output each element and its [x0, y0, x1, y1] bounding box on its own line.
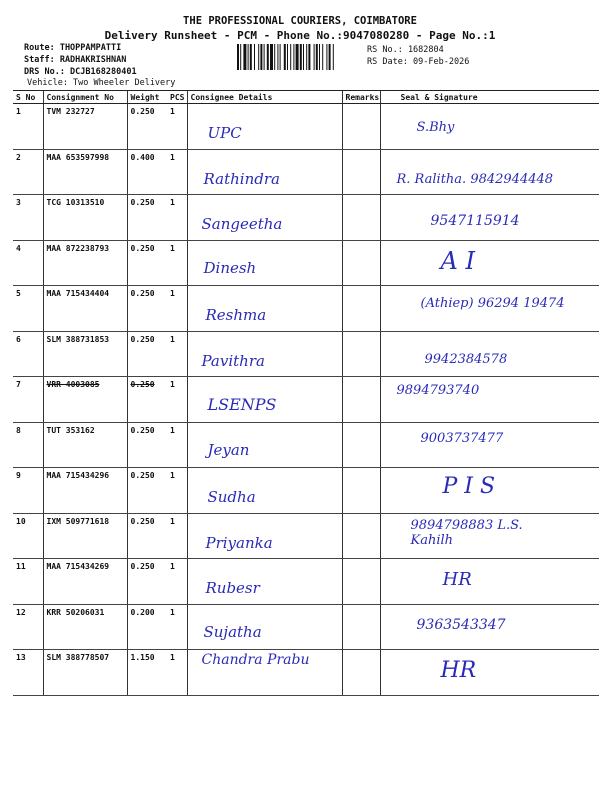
runsheet-title: Delivery Runsheet - PCM - Phone No.:9047080280 - Page No.:1	[104, 29, 496, 42]
row-consignment-no: MAA 715434296	[43, 468, 127, 514]
row-consignment-no: MAA 715434269	[43, 559, 127, 605]
row-pcs: 1	[167, 650, 187, 696]
col-weight-header: Weight	[127, 91, 167, 104]
row-pcs: 1	[167, 604, 187, 650]
table-row	[13, 240, 599, 286]
row-signature	[380, 422, 599, 468]
row-pcs: 1	[167, 195, 187, 241]
rs-no-info: RS No.: 1682804	[367, 45, 444, 55]
row-sno: 7	[13, 377, 43, 423]
row-weight: 0.250	[127, 422, 167, 468]
row-pcs: 1	[167, 149, 187, 195]
table-row	[13, 559, 599, 605]
row-pcs: 1	[167, 104, 187, 150]
handwritten-consignee: Chandra Prabu	[201, 652, 310, 668]
handwritten-consignee: Jeyan	[207, 440, 250, 459]
handwritten-consignee: Rathindra	[203, 169, 280, 188]
row-sno: 8	[13, 422, 43, 468]
row-remarks	[342, 650, 380, 696]
row-remarks	[342, 604, 380, 650]
row-remarks	[342, 468, 380, 514]
table-row	[13, 377, 599, 423]
handwritten-consignee: Sudha	[207, 488, 256, 506]
row-weight: 0.250	[127, 468, 167, 514]
row-weight: 0.250	[127, 104, 167, 150]
handwritten-signature: HR	[440, 658, 477, 683]
row-weight: 0.200	[127, 604, 167, 650]
handwritten-signature: 9894793740	[396, 383, 480, 398]
handwritten-signature: HR	[442, 569, 472, 590]
route-info: Route: THOPPAMPATTI	[24, 43, 122, 53]
row-consignee	[187, 240, 342, 286]
row-consignee	[187, 149, 342, 195]
row-consignment-no: SLM 388778507	[43, 650, 127, 696]
row-remarks	[342, 513, 380, 559]
row-signature	[380, 149, 599, 195]
row-signature	[380, 240, 599, 286]
handwritten-signature: R. Ralitha. 9842944448	[396, 171, 554, 187]
row-consignee	[187, 195, 342, 241]
row-signature	[380, 195, 599, 241]
row-signature	[380, 468, 599, 514]
table-row	[13, 195, 599, 241]
col-remarks-header: Remarks	[342, 91, 380, 104]
row-consignee	[187, 104, 342, 150]
table-header-row	[13, 91, 599, 104]
row-consignee	[187, 468, 342, 514]
row-consignee	[187, 559, 342, 605]
company-title: THE PROFESSIONAL COURIERS, COIMBATORE	[183, 15, 417, 27]
handwritten-signature: 9003737477	[420, 430, 504, 446]
row-consignee	[187, 513, 342, 559]
row-sno: 11	[13, 559, 43, 605]
row-weight: 0.250	[127, 195, 167, 241]
col-sno-header: S No	[13, 91, 43, 104]
row-sno: 4	[13, 240, 43, 286]
rs-date-info: RS Date: 09-Feb-2026	[367, 57, 470, 67]
row-pcs: 1	[167, 513, 187, 559]
row-consignment-no: SLM 388731853	[43, 331, 127, 377]
row-remarks	[342, 377, 380, 423]
row-consignment-no: VRR 4003085	[43, 377, 127, 423]
table-row	[13, 104, 599, 150]
row-sno: 3	[13, 195, 43, 241]
staff-info: Staff: RADHAKRISHNAN	[24, 55, 127, 65]
table-row	[13, 604, 599, 650]
row-remarks	[342, 195, 380, 241]
handwritten-consignee: Dinesh	[203, 258, 257, 277]
row-remarks	[342, 559, 380, 605]
row-consignment-no: MAA 653597998	[43, 149, 127, 195]
row-sno: 12	[13, 604, 43, 650]
row-remarks	[342, 286, 380, 332]
row-consignment-no: TVM 232727	[43, 104, 127, 150]
table-row	[13, 513, 599, 559]
col-consignee-header: Consignee Details	[187, 91, 342, 104]
row-weight: 0.250	[127, 286, 167, 332]
row-consignment-no: IXM 509771618	[43, 513, 127, 559]
row-weight: 0.250	[127, 513, 167, 559]
row-signature	[380, 331, 599, 377]
row-consignment-no: MAA 715434404	[43, 286, 127, 332]
col-consignment-header: Consignment No	[43, 91, 127, 104]
row-consignee	[187, 377, 342, 423]
handwritten-signature: 9547115914	[430, 213, 520, 229]
row-sno: 10	[13, 513, 43, 559]
handwritten-consignee: Pavithra	[201, 351, 265, 370]
barcode	[237, 44, 363, 70]
row-remarks	[342, 422, 380, 468]
table-row	[13, 422, 599, 468]
row-signature	[380, 104, 599, 150]
table-row	[13, 468, 599, 514]
row-pcs: 1	[167, 422, 187, 468]
col-pcs-header: PCS	[167, 91, 187, 104]
row-consignee	[187, 604, 342, 650]
handwritten-signature: (Athiep) 96294 19474	[420, 296, 565, 311]
row-signature	[380, 559, 599, 605]
row-consignment-no: TCG 10313510	[43, 195, 127, 241]
row-sno: 2	[13, 149, 43, 195]
row-sno: 13	[13, 650, 43, 696]
row-weight: 1.150	[127, 650, 167, 696]
row-pcs: 1	[167, 377, 187, 423]
handwritten-consignee: Reshma	[205, 306, 267, 324]
row-weight: 0.250	[127, 377, 167, 423]
handwritten-signature: 9363543347	[416, 616, 506, 633]
handwritten-signature: A I	[440, 246, 475, 275]
row-weight: 0.400	[127, 149, 167, 195]
row-signature	[380, 286, 599, 332]
row-sno: 9	[13, 468, 43, 514]
row-consignee	[187, 650, 342, 696]
table-row	[13, 286, 599, 332]
handwritten-consignee: Priyanka	[205, 533, 273, 552]
handwritten-consignee: Rubesr	[205, 579, 260, 597]
handwritten-consignee: Sujatha	[203, 622, 262, 641]
drs-info: DRS No.: DCJB168280401	[24, 67, 137, 77]
delivery-table	[13, 90, 599, 696]
row-weight: 0.250	[127, 240, 167, 286]
row-remarks	[342, 104, 380, 150]
row-consignment-no: TUT 353162	[43, 422, 127, 468]
table-row	[13, 331, 599, 377]
row-pcs: 1	[167, 286, 187, 332]
handwritten-signature: 9894798883 L.S. Kahilh	[410, 517, 523, 548]
row-sno: 1	[13, 104, 43, 150]
row-signature	[380, 650, 599, 696]
table-row	[13, 650, 599, 696]
handwritten-consignee: LSENPS	[207, 395, 277, 414]
handwritten-signature: 9942384578	[424, 351, 508, 367]
handwritten-signature: P I S	[442, 474, 496, 499]
row-sno: 6	[13, 331, 43, 377]
handwritten-consignee: Sangeetha	[201, 215, 283, 233]
handwritten-signature: S.Bhy	[416, 120, 455, 135]
row-signature	[380, 604, 599, 650]
row-signature	[380, 513, 599, 559]
row-pcs: 1	[167, 468, 187, 514]
table-row	[13, 149, 599, 195]
row-consignee	[187, 286, 342, 332]
row-consignment-no: KRR 50206031	[43, 604, 127, 650]
row-weight: 0.250	[127, 331, 167, 377]
row-sno: 5	[13, 286, 43, 332]
vehicle-info: Vehicle: Two Wheeler Delivery	[27, 78, 176, 88]
row-remarks	[342, 331, 380, 377]
row-pcs: 1	[167, 559, 187, 605]
row-pcs: 1	[167, 331, 187, 377]
row-remarks	[342, 240, 380, 286]
handwritten-consignee: UPC	[207, 124, 242, 142]
row-remarks	[342, 149, 380, 195]
row-weight: 0.250	[127, 559, 167, 605]
row-consignee	[187, 331, 342, 377]
row-consignment-no: MAA 872238793	[43, 240, 127, 286]
row-consignee	[187, 422, 342, 468]
row-signature	[380, 377, 599, 423]
col-seal-header: Seal & Signature	[380, 91, 599, 104]
row-pcs: 1	[167, 240, 187, 286]
